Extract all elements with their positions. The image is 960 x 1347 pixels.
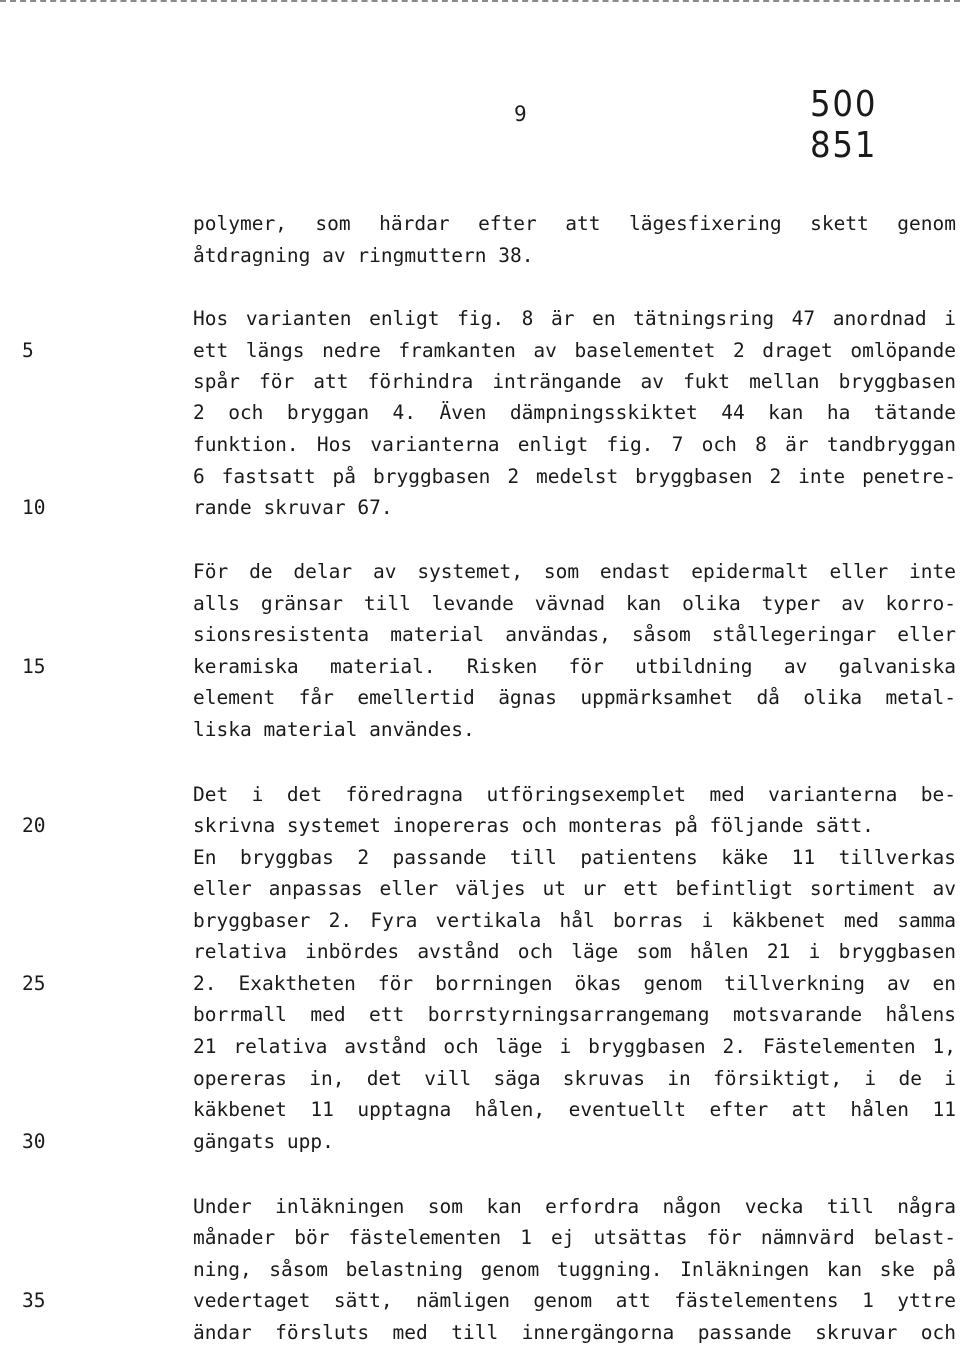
text-line: ning, såsom belastning genom tuggning. Inläkningen kan ske på (193, 1258, 956, 1281)
text-line: bryggbaser 2. Fyra vertikala hål borras i käkbenet med samma (193, 909, 956, 932)
text-line: käkbenet 11 upptagna hålen, eventuellt efter att hålen 11 (193, 1098, 956, 1121)
line-number: 10 (22, 496, 46, 519)
line-number: 30 (22, 1130, 46, 1153)
document-number: 500 851 (810, 84, 878, 166)
text-line: vedertaget sätt, nämligen genom att fästelementens 1 yttre (193, 1289, 956, 1312)
text-line: 2. Exaktheten för borrningen ökas genom tillverkning av en (193, 972, 956, 995)
text-line: relativa inbördes avstånd och läge som hålen 21 i bryggbasen (193, 940, 956, 963)
text-line: alls gränsar till levande vävnad kan olika typer av korro- (193, 592, 956, 615)
text-line: rande skruvar 67. (193, 496, 393, 519)
text-line: element får emellertid ägnas uppmärksamhet då olika metal- (193, 686, 956, 709)
text-line: borrmall med ett borrstyrningsarrangemang motsvarande hålens (193, 1003, 956, 1026)
line-number: 20 (22, 814, 46, 837)
text-line: Hos varianten enligt fig. 8 är en tätningsring 47 anordnad i (193, 307, 956, 330)
text-line: 21 relativa avstånd och läge i bryggbasen 2. Fästelementen 1, (193, 1035, 956, 1058)
line-number: 5 (22, 339, 34, 362)
scan-top-border (0, 0, 960, 5)
text-line: Under inläkningen som kan erfordra någon vecka till några (193, 1195, 956, 1218)
text-line: 6 fastsatt på bryggbasen 2 medelst bryggbasen 2 inte penetre- (193, 465, 956, 488)
text-line: En bryggbas 2 passande till patientens käke 11 tillverkas (193, 846, 956, 869)
page-number: 9 (514, 102, 527, 126)
text-line: åtdragning av ringmuttern 38. (193, 244, 534, 267)
text-line: gängats upp. (193, 1130, 334, 1153)
text-line: eller anpassas eller väljes ut ur ett befintligt sortiment av (193, 877, 956, 900)
text-line: ändar försluts med till innergängorna passande skruvar och (193, 1321, 956, 1344)
line-number: 25 (22, 972, 46, 995)
line-number: 15 (22, 655, 46, 678)
line-number: 35 (22, 1289, 46, 1312)
text-line: funktion. Hos varianterna enligt fig. 7 och 8 är tandbryggan (193, 433, 956, 456)
text-line: keramiska material. Risken för utbildning av galvaniska (193, 655, 956, 678)
text-line: opereras in, det vill säga skruvas in försiktigt, i de i (193, 1067, 956, 1090)
text-line: 2 och bryggan 4. Även dämpningsskiktet 44 kan ha tätande (193, 401, 956, 424)
text-line: ett längs nedre framkanten av baselementet 2 draget omlöpande (193, 339, 956, 362)
text-line: spår för att förhindra inträngande av fukt mellan bryggbasen (193, 370, 956, 393)
text-line: liska material användes. (193, 718, 475, 741)
text-line: månader bör fästelementen 1 ej utsättas för nämnvärd belast- (193, 1226, 956, 1249)
text-line: Det i det föredragna utföringsexemplet med varianterna be- (193, 783, 956, 806)
text-line: För de delar av systemet, som endast epidermalt eller inte (193, 560, 956, 583)
text-line: sionsresistenta material användas, såsom stållegeringar eller (193, 623, 956, 646)
text-line: skrivna systemet inopereras och monteras på följande sätt. (193, 814, 874, 837)
text-line: polymer, som härdar efter att lägesfixering skett genom (193, 212, 956, 235)
